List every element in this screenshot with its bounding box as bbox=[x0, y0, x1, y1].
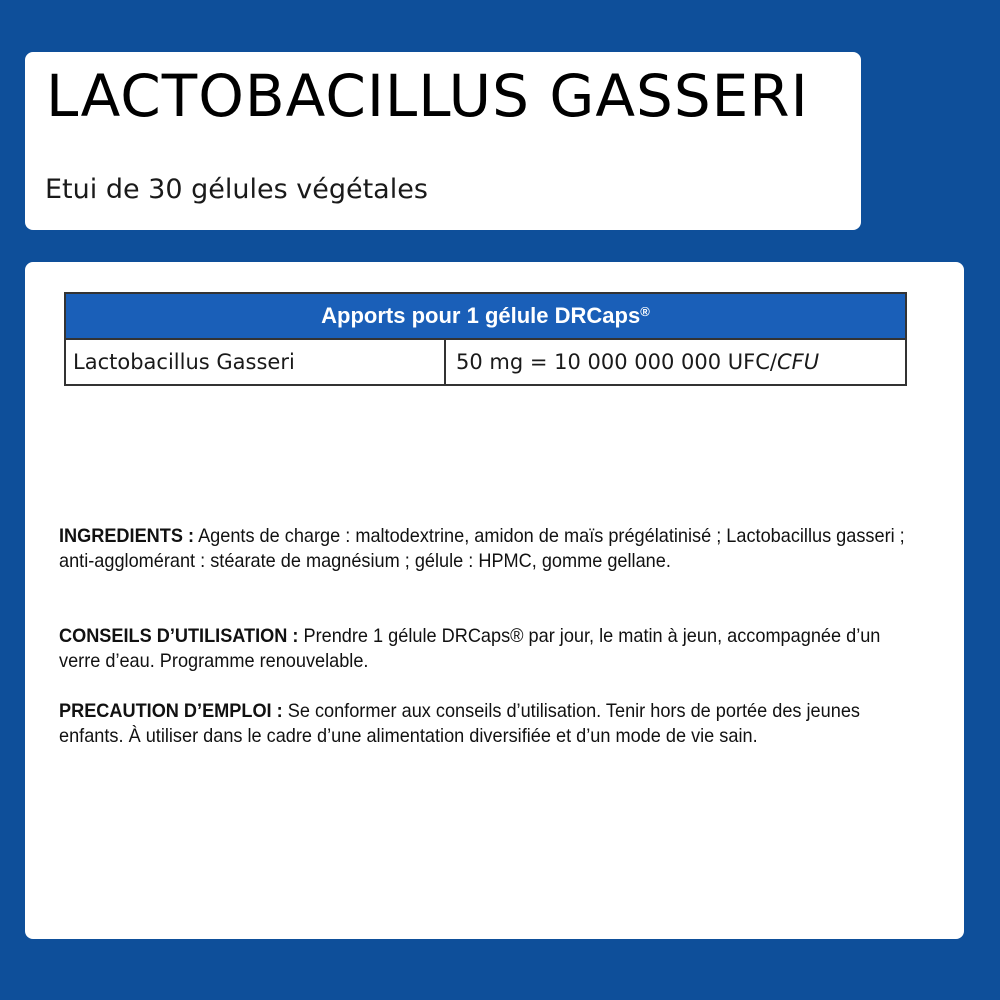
usage-advice-section bbox=[59, 624, 919, 674]
nutrient-value-cell bbox=[445, 339, 906, 385]
product-subtitle: Etui de 30 gélules végétales bbox=[45, 174, 428, 205]
precaution-text: Se conformer aux conseils d’utilisation. Tenir hors de portée des jeunes enfants. À utiliser dans le cadre d’une alimentation diversifiée et d’un mode de vie sain. bbox=[59, 700, 860, 747]
ingredients-text: Agents de charge : maltodextrine, amidon de maïs prégélatinisé ; Lactobacillus gasseri ; anti-agglomérant : stéarate de magnésium ; gélule : HPMC, gomme gellane. bbox=[59, 525, 905, 572]
nutrient-value: 50 mg = 10 000 000 000 UFC/ bbox=[456, 350, 777, 374]
table-header-cell bbox=[65, 293, 906, 339]
usage-advice-label: CONSEILS D’UTILISATION : bbox=[59, 625, 299, 647]
title-card bbox=[25, 52, 861, 230]
nutrition-table bbox=[64, 292, 907, 386]
precaution-label: PRECAUTION D’EMPLOI : bbox=[59, 700, 283, 722]
product-title: LACTOBACILLUS GASSERI bbox=[46, 62, 809, 130]
nutrient-name-cell: Lactobacillus Gasseri bbox=[65, 339, 445, 385]
usage-advice-text: Prendre 1 gélule DRCaps® par jour, le matin à jeun, accompagnée d’un verre d’eau. Programme renouvelable. bbox=[59, 625, 881, 672]
nutrient-value-unit: CFU bbox=[777, 350, 820, 374]
table-row bbox=[65, 339, 906, 385]
info-card bbox=[25, 262, 964, 939]
ingredients-section bbox=[59, 524, 919, 574]
registered-mark: ® bbox=[640, 304, 650, 319]
ingredients-label: INGREDIENTS : bbox=[59, 525, 195, 547]
precaution-section bbox=[59, 699, 919, 749]
table-header-label: Apports pour 1 gélule DRCaps bbox=[321, 303, 641, 328]
table-header-row bbox=[65, 293, 906, 339]
